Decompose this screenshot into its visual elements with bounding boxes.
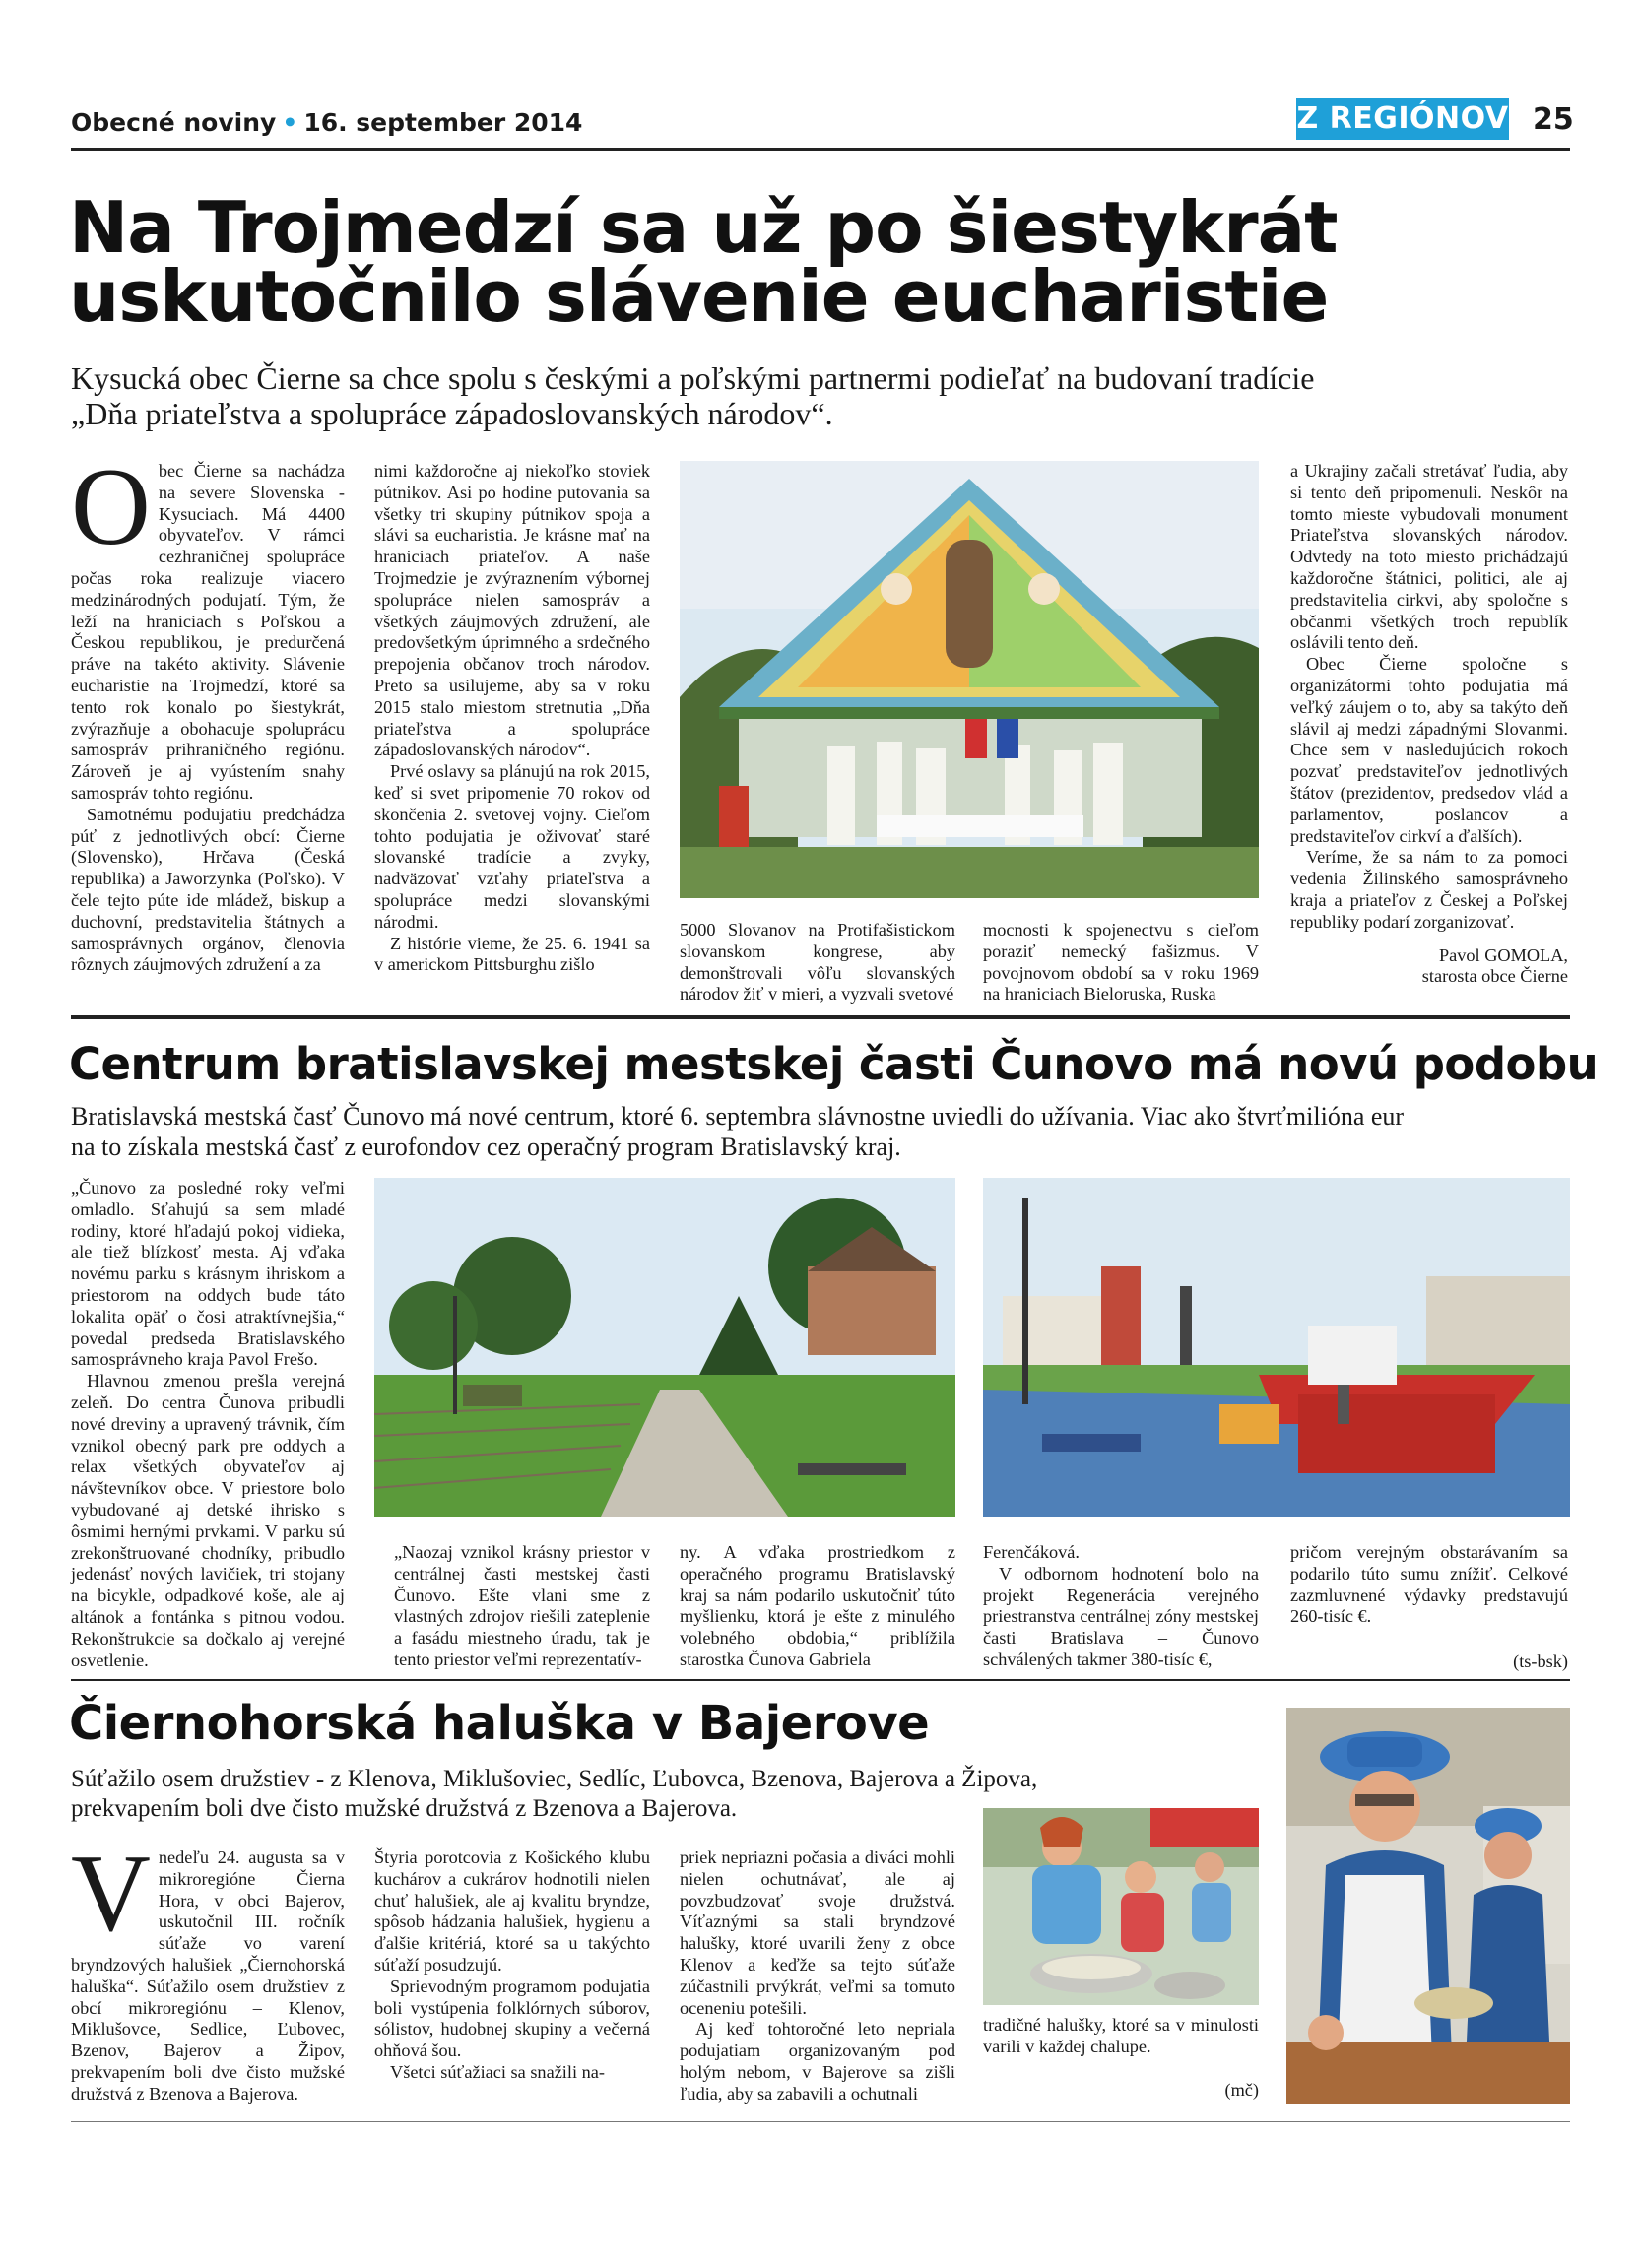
paragraph: nimi každoročne aj niekoľko stoviek pútnikov. Asi po hodine putovania sa všetky tri skupiny pútnikov spoja a slávi sa eucharistia. Je krásne mať na hraniciach priateľov. A naše Trojmedzie je zvýraznením výbornej spolupráce nielen samospráv a všetkých záujmových združení, ale predovšetkým úprimného a srdečného prepojenia občanov troch národov. Preto sa usilujeme, aby sa v roku 2015 stalo miestom stretnutia „Dňa priateľstva a spolupráce západoslovanských národov“. [374,461,650,760]
article2-title: Centrum bratislavskej mestskej časti Čunovo má novú podobu [69,1038,1599,1090]
article1-title-line1: Na Trojmedzí sa už po šiestykrát [69,186,1338,269]
article2-lead [71,1101,1588,1162]
article2-col2 [394,1542,650,1671]
article1-col3 [680,920,955,1005]
article2-lead-line1: Bratislavská mestská časť Čunovo má nové centrum, ktoré 6. septembra slávnostne uviedli do užívania. Viac ako štvrťmilióna eur [71,1102,1405,1131]
cooking-illustration [983,1808,1259,2005]
paragraph: nedeľu 24. augusta sa v mikroregióne Čierna Hora, v obci Bajerov, uskutočnil III. ročník súťaže vo varení bryndzových halušiek „Čiernohorská haluška“. Súťažilo osem družstiev z obcí mikroregiónu – Klenov, Miklušovce, Sedlice, Ľubovec, Bzenov, Bajerov a Žipov, prekvapením boli dve čisto mužské družstvá z Bzenova a Bajerova. [71,1847,345,2104]
playground-illustration [983,1178,1570,1517]
article3-col1 [71,1833,345,2106]
paragraph: bec Čierne sa nachádza na severe Slovenska - Kysuciach. Má 4400 obyvateľov. V rámci cezhraničnej spolupráce počas roka realizuje viacero medzinárodných podujatí. Tým, že leží na hraniciach s Poľskou a Českou republikou, je predurčená práve na takéto aktivity. Slávenie eucharistie na Trojmedzí, ktoré sa tento rok konalo po šiestykrát, zvýrazňuje a obohacuje spoluprácu samospráv prihraničného regiónu. Zároveň je aj vyústením snahy samospráv tohto regiónu. [71,461,345,803]
dropcap-v: V [71,1833,151,1955]
cooking-photo [983,1808,1259,2005]
paragraph: ny. A vďaka prostriedkom z operačného programu Bratislavský kraj sa nám podarilo uskutočniť túto myšlienku, ktorá je ešte z minulého volebného obdobia,“ priblížila starostka Čunova Gabriela [680,1542,955,1669]
paragraph: a Ukrajiny začali stretávať ľudia, aby si tento deň pripomenuli. Neskôr na tomto mieste vybudovali monument Priateľstva slovanských národov. Odvtedy na toto miesto prichádzajú každoročne štátnici, politici, ale aj predstavitelia cirkvi, aby spoločne s občanmi všetkých troch republík oslávili tento deň. [1290,461,1568,653]
paragraph: Ferenčáková. [983,1542,1080,1562]
park-photo [374,1178,955,1517]
paragraph: Aj keď tohtoročné leto nepriala podujatiam organizovaným pod holým nebom, v Bajerove sa zišli ľudia, aby sa zabavili a ochutnali [680,2019,955,2104]
paragraph: Prvé oslavy sa plánujú na rok 2015, keď si svet pripomenie 70 rokov od skončenia 2. svetovej vojny. Cieľom tohto podujatia je oživovať staré slovanské tradície a zvyky, nadväzovať vzťahy priateľstva a spolupráce medzi slovanskými národmi. [374,761,650,932]
paragraph: Z histórie vieme, že 25. 6. 1941 sa v americkom Pittsburghu zišlo [374,933,650,975]
article3-col2 [374,1847,650,2084]
author-role: starosta obce Čierne [1421,966,1568,987]
header-rule [71,148,1570,151]
paragraph: tradičné halušky, ktoré sa v minulosti varili v každej chalupe. [983,2015,1259,2056]
playground-photo [983,1178,1570,1517]
article2-col3 [680,1542,955,1671]
bullet-icon: • [282,108,298,137]
paragraph: pričom verejným obstarávaním sa podarilo túto sumu znížiť. Celkové zazmluvnené výdavky predstavujú 260-tisíc €. [1290,1542,1568,1627]
author-name: Pavol GOMOLA, [1438,944,1568,965]
article1-lead-line1: Kysucká obec Čierne sa chce spolu s českými a poľskými partnermi podieľať na budovaní tradície [71,360,1315,396]
article3-lead-line1: Súťažilo osem družstiev - z Klenova, Miklušoviec, Sedlíc, Ľubovca, Bzenova, Bajerova a Žipova, [71,1766,1038,1792]
paragraph: Veríme, že sa nám to za pomoci vedenia Žilinského samosprávneho kraja a priateľov z Českej a Poľskej republiky podarí zorganizovať. [1290,847,1568,932]
article1-col2 [374,461,650,976]
article1-col4 [983,920,1259,1005]
article1-lead-line2: „Dňa priateľstva a spolupráce západoslovanských národov“. [71,396,833,431]
article3-lead-line2: prekvapením boli dve čisto mužské družstvá z Bzenova a Bajerova. [71,1795,738,1822]
paragraph: V odbornom hodnotení bolo na projekt Regenerácia verejného priestranstva centrálnej zóny mestskej časti Bratislava – Čunovo schválených takmer 380-tisíc €, [983,1563,1259,1669]
article3-title: Čiernohorská haluška v Bajerove [69,1696,930,1751]
article2-lead-line2: na to získala mestská časť z eurofondov cez operačný program Bratislavský kraj. [71,1133,901,1161]
page-number: 25 [1533,102,1574,137]
paragraph: Obec Čierne spoločne s organizátormi tohto podujatia má veľký záujem o to, aby sa takýto deň slávil aj medzi západnými Slovanmi. Chce sem v nasledujúcich rokoch pozvať predstaviteľov jednotlivých štátov (prezidentov, predsedov vlád a parlamentov, poslancov a predstaviteľov cirkví a ďalších). [1290,654,1568,846]
article-divider [71,1679,1570,1681]
publication-name: Obecné noviny [71,108,277,137]
paragraph: 5000 Slovanov na Protifašistickom slovanskom kongrese, aby demonštrovali vôľu slovanských národov žiť v mieri, a vyzvali svetové [680,920,955,1004]
article2-col4 [983,1542,1259,1671]
paragraph: Všetci súťažiaci sa snažili na- [390,2061,605,2082]
paragraph: mocnosti k spojenectvu s cieľom poraziť nemecký fašizmus. V povojnovom období sa v roku 1969 na hraniciach Bieloruska, Ruska [983,920,1259,1004]
paragraph: „Čunovo za posledné roky veľmi omladlo. Sťahujú sa sem mladé rodiny, ktoré hľadajú pokoj vidieka, ale tiež blízkosť mesta. Aj vďaka novému parku s krásnym ihriskom a priestorom na oddych bude táto lokalita opäť o čosi atraktívnejšia,“ povedal predseda Bratislavského samosprávneho kraja Pavol Frešo. [71,1178,345,1370]
park-illustration [374,1178,955,1517]
paragraph: Hlavnou zmenou prešla verejná zeleň. Do centra Čunova pribudli nové dreviny a upravený trávnik, čím vznikol obecný park pre oddych a relax všetkých obyvateľov aj návštevníkov obce. V priestore bolo vybudované aj detské ihrisko s ôsmimi hernými prvkami. V parku sú zrekonštruované chodníky, pribudlo jedenásť nových lavičiek, tri stojany na bicykle, odpadkové koše, ale aj altánok a fontánka s pitnou vodou. Rekonštrukcie sa dočkalo aj verejné osvetlenie. [71,1371,345,1670]
paragraph: Samotnému podujatiu predchádza púť z jednotlivých obcí: Čierne (Slovensko), Hrčava (Česká republika) a Jaworzynka (Poľsko). V čele tejto púte ide mládež, biskup a duchovní, predstavitelia štátnych a samosprávnych orgánov, členovia rôznych záujmových združení a za [71,804,345,975]
article1-col1 [71,446,345,976]
issue-date: 16. september 2014 [303,108,583,137]
masthead [71,108,582,137]
paragraph: Sprievodným programom podujatia boli vystúpenia folklórnych súborov, sólistov, hudobnej skupiny a večerná ohňová šou. [374,1976,650,2061]
dropcap-o: O [71,446,151,568]
article-divider [71,1015,1570,1019]
paragraph: Štyria porotcovia z Košického klubu kuchárov a cukrárov hodnotili nielen chuť halušiek, ale aj kvalitu bryndze, spôsob hádzania halušiek, hygienu a ďalšie kritériá, ktoré sa u takýchto súťaží posudzujú. [374,1847,650,1975]
article1-col5 [1290,461,1568,988]
article2-col1 [71,1178,345,1671]
article3-col4 [983,2015,1259,2101]
shrine-photo [680,461,1259,898]
footer-rule [71,2121,1570,2122]
chefs-illustration [1286,1708,1570,2104]
author-name: (mč) [1224,2079,1259,2100]
paragraph: „Naozaj vznikol krásny priestor v centrálnej časti mestskej časti Čunovo. Ešte vlani sme z vlastných zdrojov riešili zateplenie a fasádu miestneho úradu, tak je tento priestor veľmi reprezentatív- [394,1542,650,1669]
article1-title [69,186,1338,338]
shrine-illustration [680,461,1259,898]
article1-lead [71,360,1578,431]
article2-col5 [1290,1542,1568,1673]
section-badge: Z REGIÓNOV [1296,98,1509,140]
paragraph: priek nepriazni počasia a diváci mohli nielen ochutnávať, ale aj povzbudzovať svoje družstvá. Víťaznými sa stali bryndzové halušky, ktoré uvarili ženy z obce Klenov a keďže sa tejto súťaže zúčastnili prvýkrát, veľmi sa tomuto oceneniu potešili. [680,1847,955,2018]
author-name: (ts-bsk) [1513,1652,1568,1672]
article1-title-line2: uskutočnilo slávenie eucharistie [69,255,1329,338]
article3-col3 [680,1847,955,2106]
chefs-photo [1286,1708,1570,2104]
